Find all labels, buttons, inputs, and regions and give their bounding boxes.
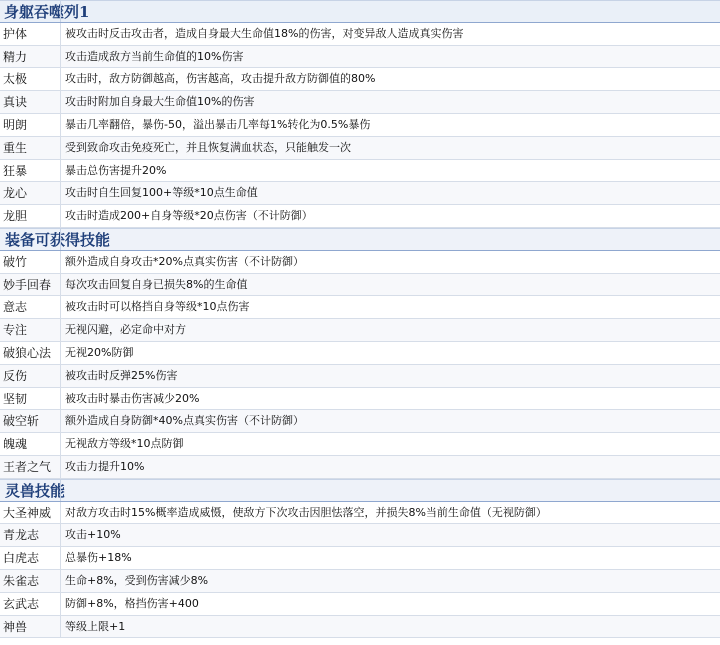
skill-name: 白虎志	[0, 547, 61, 569]
skill-name: 大圣神威	[0, 502, 61, 524]
skill-desc: 暴击总伤害提升20%	[65, 163, 167, 177]
skill-name: 王者之气	[0, 456, 61, 478]
skill-name: 坚韧	[0, 388, 61, 410]
skill-name: 真诀	[0, 91, 61, 113]
skill-name: 龙胆	[0, 205, 61, 227]
skill-name: 意志	[0, 296, 61, 318]
table-row[interactable]	[0, 502, 720, 525]
table-row[interactable]	[0, 547, 720, 570]
skill-name: 朱雀志	[0, 570, 61, 592]
skill-desc: 攻击时附加自身最大生命值10%的伤害	[65, 95, 255, 109]
table-row[interactable]	[0, 68, 720, 91]
skill-desc: 攻击力提升10%	[65, 459, 145, 473]
table-row[interactable]	[0, 388, 720, 411]
skill-desc: 攻击时自生回复100+等级*10点生命值	[65, 186, 258, 200]
skill-desc: 被攻击时反击攻击者，造成自身最大生命值18%的伤害，对变异敌人造成真实伤害	[65, 26, 464, 40]
table-row[interactable]	[0, 114, 720, 137]
skill-desc: 额外造成自身攻击*20%点真实伤害（不计防御）	[65, 254, 304, 268]
skill-desc: 被攻击时可以格挡自身等级*10点伤害	[65, 300, 250, 314]
section-body-rows	[0, 23, 720, 228]
table-row[interactable]	[0, 205, 720, 228]
skill-desc: 防御+8%，格挡伤害+400	[65, 596, 199, 610]
table-row[interactable]	[0, 274, 720, 297]
table-row[interactable]	[0, 410, 720, 433]
skill-name: 妙手回春	[0, 274, 61, 296]
skill-desc: 受到致命攻击免疫死亡，并且恢复满血状态，只能触发一次	[65, 140, 351, 154]
skill-desc: 暴击几率翻倍，暴伤-50，溢出暴击几率每1%转化为0.5%暴伤	[65, 117, 371, 131]
table-row[interactable]	[0, 616, 720, 639]
table-row[interactable]	[0, 251, 720, 274]
table-row[interactable]	[0, 456, 720, 479]
skill-name: 狂暴	[0, 160, 61, 182]
table-row[interactable]	[0, 296, 720, 319]
section-header-body	[0, 0, 720, 23]
skill-name: 龙心	[0, 182, 61, 204]
skill-desc: 被攻击时暴击伤害减少20%	[65, 391, 200, 405]
skill-name: 魄魂	[0, 433, 61, 455]
skill-name: 神兽	[0, 616, 61, 638]
skill-name: 反伤	[0, 365, 61, 387]
table-row[interactable]	[0, 365, 720, 388]
skill-name: 重生	[0, 137, 61, 159]
skill-desc: 攻击造成敌方当前生命值的10%伤害	[65, 49, 244, 63]
section-equipment-rows	[0, 251, 720, 479]
skill-desc: 额外造成自身防御*40%点真实伤害（不计防御）	[65, 414, 304, 428]
table-row[interactable]	[0, 433, 720, 456]
skill-name: 护体	[0, 23, 61, 45]
skill-desc: 无视20%防御	[65, 345, 134, 359]
table-row[interactable]	[0, 23, 720, 46]
table-row[interactable]	[0, 46, 720, 69]
table-row[interactable]	[0, 342, 720, 365]
skill-desc: 攻击+10%	[65, 528, 121, 542]
section-title: 灵兽技能	[5, 481, 66, 500]
skill-name: 太极	[0, 68, 61, 90]
skill-desc: 总暴伤+18%	[65, 551, 132, 565]
skill-name: 精力	[0, 46, 61, 68]
skill-name: 破竹	[0, 251, 61, 273]
skill-name: 青龙志	[0, 524, 61, 546]
skill-desc: 攻击时，敌方防御越高，伤害越高，攻击提升敌方防御值的80%	[65, 72, 376, 86]
skill-desc: 无视闪避，必定命中对方	[65, 323, 186, 337]
section-header-spirit-beast	[0, 479, 720, 502]
skill-name: 破空斩	[0, 410, 61, 432]
skill-desc: 无视敌方等级*10点防御	[65, 437, 184, 451]
skill-desc: 被攻击时反弹25%伤害	[65, 368, 178, 382]
skill-name: 专注	[0, 319, 61, 341]
skill-name: 破狼心法	[0, 342, 61, 364]
skill-desc: 对敌方攻击时15%概率造成威慑，使敌方下次攻击因胆怯落空，并损失8%当前生命值（无视防御）	[65, 505, 547, 519]
table-row[interactable]	[0, 137, 720, 160]
table-row[interactable]	[0, 160, 720, 183]
skill-desc: 等级上限+1	[65, 619, 126, 633]
section-spirit-beast-rows	[0, 502, 720, 639]
table-row[interactable]	[0, 319, 720, 342]
section-title: 身躯吞噬列1	[4, 3, 90, 21]
skill-name: 玄武志	[0, 593, 61, 615]
table-row[interactable]	[0, 593, 720, 616]
section-title: 装备可获得技能	[5, 230, 111, 249]
table-row[interactable]	[0, 182, 720, 205]
skill-name: 明朗	[0, 114, 61, 136]
table-row[interactable]	[0, 91, 720, 114]
table-row[interactable]	[0, 524, 720, 547]
section-header-equipment	[0, 228, 720, 251]
skill-desc: 每次攻击回复自身已损失8%的生命值	[65, 277, 248, 291]
skill-desc: 生命+8%，受到伤害减少8%	[65, 573, 209, 587]
table-row[interactable]	[0, 570, 720, 593]
skill-desc: 攻击时造成200+自身等级*20点伤害（不计防御）	[65, 209, 313, 223]
